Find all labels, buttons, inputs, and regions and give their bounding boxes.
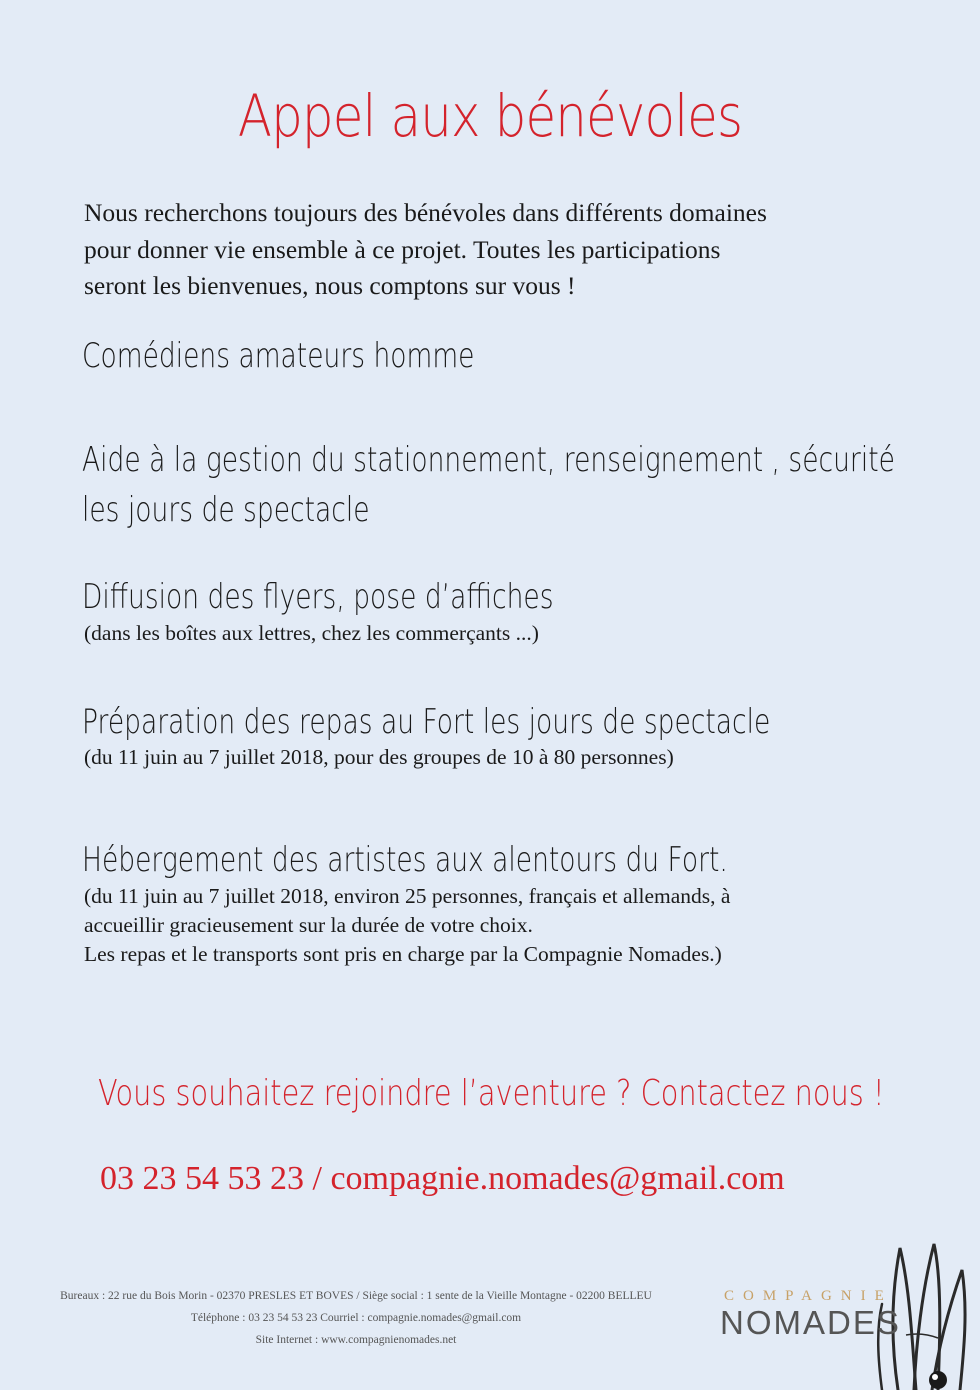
detail-line: (du 11 juin au 7 juillet 2018, environ 25 personnes, français et allemands, à bbox=[84, 884, 731, 908]
section-details-housing bbox=[84, 882, 730, 969]
detail-line: (dans les boîtes aux lettres, chez les commerçants ...) bbox=[84, 621, 539, 645]
footer-address: Bureaux : 22 rue du Bois Morin - 02370 PRESLES ET BOVES / Siège social : 1 sente de la Vieille Montagne - 02200 BELLEU bbox=[60, 1290, 652, 1302]
footer-phone-email: Téléphone : 03 23 54 53 23 Courriel : compagnie.nomades@gmail.com bbox=[190, 1312, 522, 1324]
page-title: Appel aux bénévoles bbox=[237, 82, 743, 150]
section-heading-meals: Préparation des repas au Fort les jours de spectacle bbox=[82, 702, 771, 742]
section-details-flyers bbox=[84, 619, 539, 648]
contact-info: 03 23 54 53 23 / compagnie.nomades@gmail.com bbox=[100, 1160, 785, 1197]
detail-line: (du 11 juin au 7 juillet 2018, pour des groupes de 10 à 80 personnes) bbox=[84, 745, 674, 769]
detail-line: accueillir gracieusement sur la durée de votre choix. bbox=[84, 913, 533, 937]
section-heading-parking: Aide à la gestion du stationnement, renseignement , sécurité bbox=[82, 440, 895, 480]
section-heading-actors: Comédiens amateurs homme bbox=[82, 336, 475, 376]
section-details-meals bbox=[84, 743, 674, 772]
company-logo bbox=[716, 1240, 980, 1390]
logo-subtitle: COMPAGNIE bbox=[724, 1288, 893, 1304]
logo-name: NOMADES bbox=[720, 1304, 901, 1341]
intro-paragraph bbox=[84, 195, 914, 305]
detail-line: Les repas et le transports sont pris en charge par la Compagnie Nomades.) bbox=[84, 942, 722, 966]
intro-line: pour donner vie ensemble à ce projet. Toutes les participations bbox=[84, 234, 721, 264]
section-heading-flyers: Diffusion des flyers, pose d’affiches bbox=[82, 577, 554, 617]
intro-line: seront les bienvenues, nous comptons sur vous ! bbox=[84, 271, 576, 300]
footer-website: Site Internet : www.compagnienomades.net bbox=[255, 1334, 457, 1346]
call-to-action: Vous souhaitez rejoindre l’aventure ? Contactez nous ! bbox=[98, 1073, 885, 1114]
section-heading-parking-cont: les jours de spectacle bbox=[82, 490, 370, 530]
footer bbox=[0, 1285, 712, 1351]
intro-line: Nous recherchons toujours des bénévoles dans différents domaines bbox=[84, 198, 767, 227]
section-heading-housing: Hébergement des artistes aux alentours du Fort. bbox=[82, 840, 728, 880]
